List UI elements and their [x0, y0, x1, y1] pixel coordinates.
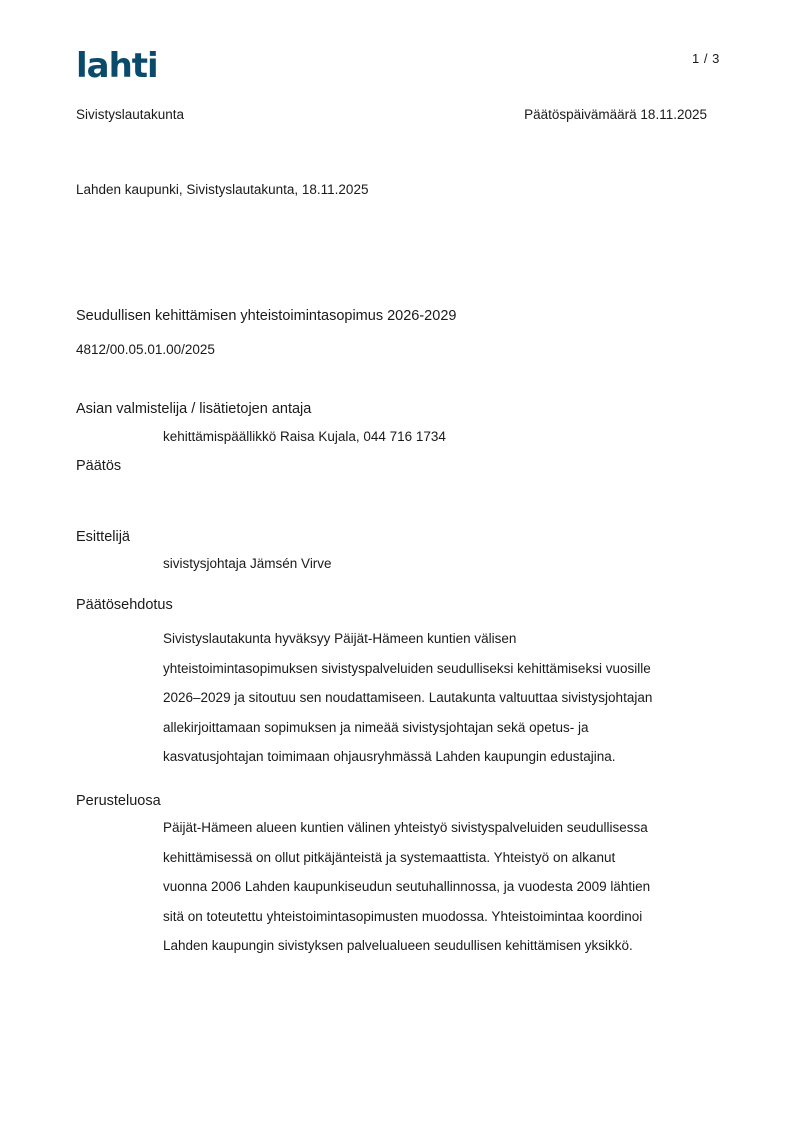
page-number: 1 / 3 — [692, 51, 720, 66]
rationale-line: kehittämisessä on ollut pitkäjänteistä ja systemaattista. Yhteistyö on alkanut — [163, 849, 616, 865]
proposal-line: allekirjoittamaan sopimuksen ja nimeää sivistysjohtajan sekä opetus- ja — [163, 719, 589, 735]
rationale-line: sitä on toteutettu yhteistoimintasopimusten muodossa. Yhteistoimintaa koordinoi — [163, 908, 643, 924]
rationale-heading: Perusteluosa — [76, 793, 161, 809]
organ-name: Sivistyslautakunta — [76, 107, 185, 122]
proposal-line: yhteistoimintasopimuksen sivistyspalveluiden seudulliseksi kehittämiseksi vuosille — [163, 660, 651, 676]
decision-heading: Päätös — [76, 458, 122, 474]
rationale-text — [163, 813, 733, 961]
proposal-heading: Päätösehdotus — [76, 597, 173, 613]
preparer-heading: Asian valmistelija / lisätietojen antaja — [76, 401, 312, 417]
proposal-text — [163, 624, 733, 772]
proposal-line: Sivistyslautakunta hyväksyy Päijät-Hämeen kuntien välisen — [163, 631, 517, 646]
record-id: 4812/00.05.01.00/2025 — [76, 342, 215, 357]
presenter-heading: Esittelijä — [76, 529, 130, 545]
rationale-line: Lahden kaupungin sivistyksen palvelualueen seudullisen kehittämisen yksikkö. — [163, 938, 633, 953]
document-title: Seudullisen kehittämisen yhteistoimintasopimus 2026-2029 — [76, 308, 457, 324]
proposal-line: 2026–2029 ja sitoutuu sen noudattamiseen. Lautakunta valtuuttaa sivistysjohtajan — [163, 690, 653, 705]
presenter-value: sivistysjohtaja Jämsén Virve — [163, 556, 332, 571]
decision-date: Päätöspäivämäärä 18.11.2025 — [524, 107, 707, 122]
lahti-logo — [76, 46, 168, 82]
meeting-line: Lahden kaupunki, Sivistyslautakunta, 18.11.2025 — [76, 182, 369, 197]
logo-text: lahti — [76, 46, 158, 82]
rationale-line: Päijät-Hämeen alueen kuntien välinen yhteistyö sivistyspalveluiden seudullisessa — [163, 820, 648, 835]
rationale-line: vuonna 2006 Lahden kaupunkiseudun seutuhallinnossa, ja vuodesta 2009 lähtien — [163, 879, 651, 894]
preparer-value: kehittämispäällikkö Raisa Kujala, 044 716 1734 — [163, 429, 446, 444]
proposal-line: kasvatusjohtajan toimimaan ohjausryhmässä Lahden kaupungin edustajina. — [163, 749, 616, 764]
lahti-logo-icon — [76, 46, 168, 82]
